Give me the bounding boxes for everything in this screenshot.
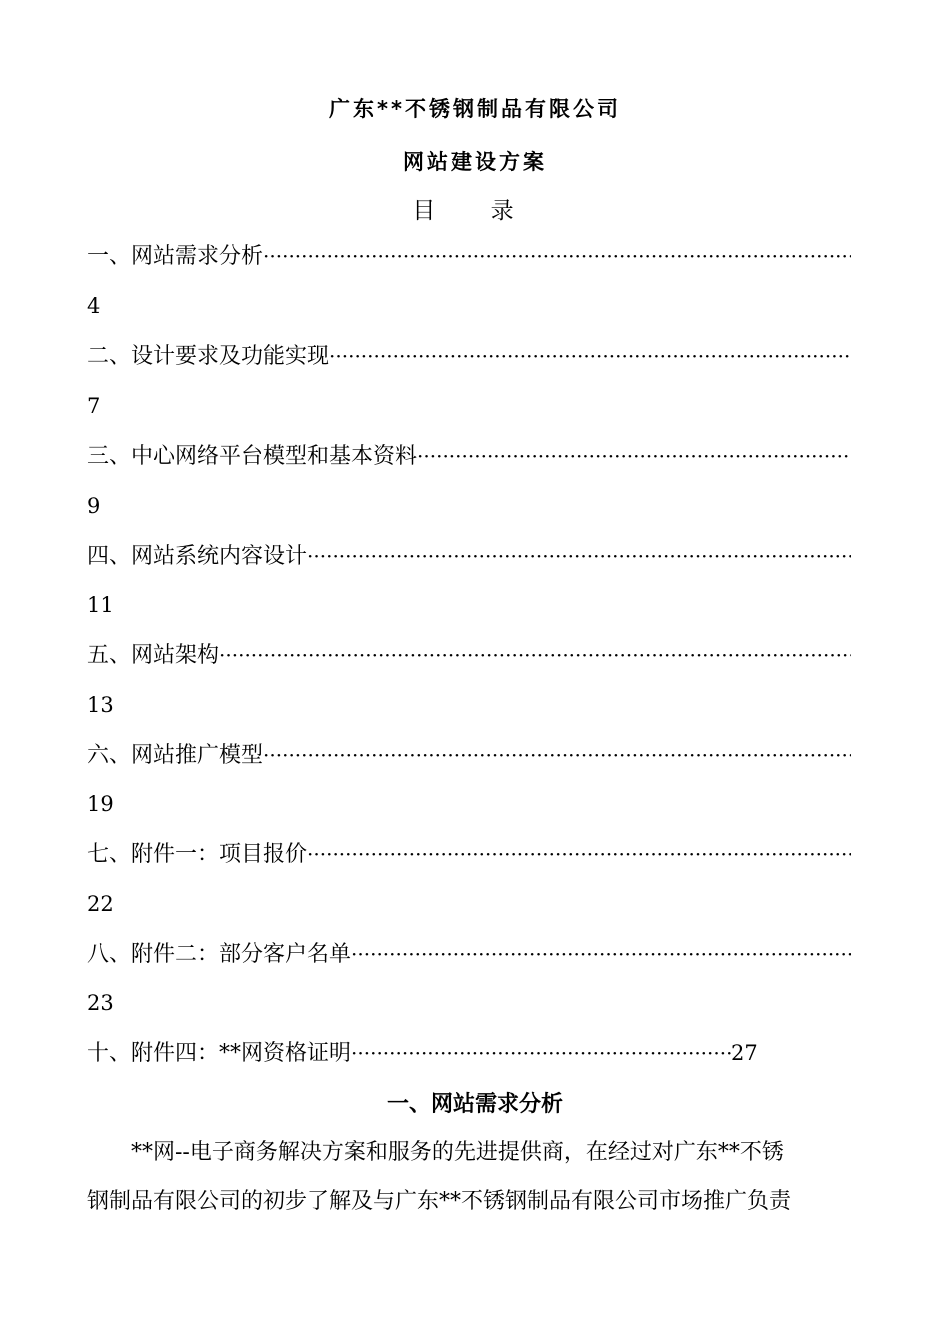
toc-entry[interactable] [87, 440, 851, 472]
toc-leader-dots [329, 340, 851, 372]
toc-leader-dots [263, 240, 851, 272]
toc-entry-label: 五、网站架构 [87, 643, 220, 668]
toc-entry-page: 9 [87, 494, 101, 518]
toc-entry[interactable] [87, 540, 851, 572]
toc-leader-dots [351, 938, 851, 970]
toc-leader-dots [263, 739, 851, 771]
toc-entry-label: 一、网站需求分析 [87, 244, 264, 269]
toc-entry-label: 八、附件二：部分客户名单 [87, 942, 352, 967]
toc-entry-page: 27 [731, 1041, 758, 1065]
toc-entry-page: 11 [87, 593, 114, 617]
toc-leader-dots [307, 540, 851, 572]
company-title: 广东**不锈钢制品有限公司 [329, 97, 621, 121]
toc-leader-dots [351, 1037, 731, 1069]
paragraph-line: **网--电子商务解决方案和服务的先进提供商，在经过对广东**不锈 [131, 1140, 784, 1165]
toc-entry[interactable] [87, 1037, 851, 1069]
toc-entry[interactable] [87, 340, 851, 372]
toc-entry-page: 13 [87, 693, 114, 717]
toc-entry-page: 23 [87, 991, 114, 1015]
document-title: 网站建设方案 [403, 150, 547, 174]
toc-entry[interactable] [87, 938, 851, 970]
toc-leader-dots [307, 838, 851, 870]
toc-leader-dots [417, 440, 851, 472]
toc-entry[interactable] [87, 739, 851, 771]
toc-entry-label: 七、附件一：项目报价 [87, 842, 308, 867]
toc-entry[interactable] [87, 240, 851, 272]
toc-entry-label: 十、附件四：**网资格证明 [87, 1041, 352, 1066]
toc-entry-page: 22 [87, 892, 114, 916]
toc-leader-dots [219, 639, 851, 671]
toc-entry-label: 六、网站推广模型 [87, 743, 264, 768]
toc-entry[interactable] [87, 838, 851, 870]
paragraph-line: 钢制品有限公司的初步了解及与广东**不锈钢制品有限公司市场推广负责 [87, 1189, 792, 1214]
toc-heading: 目 录 [412, 198, 538, 224]
toc-entry-label: 四、网站系统内容设计 [87, 544, 308, 569]
toc-entry-page: 7 [87, 394, 101, 418]
toc-entry[interactable] [87, 639, 851, 671]
toc-entry-label: 二、设计要求及功能实现 [87, 344, 330, 369]
toc-entry-label: 三、中心网络平台模型和基本资料 [87, 444, 418, 469]
toc-entry-page: 4 [87, 294, 101, 318]
section-heading: 一、网站需求分析 [386, 1092, 563, 1117]
toc-entry-page: 19 [87, 792, 114, 816]
